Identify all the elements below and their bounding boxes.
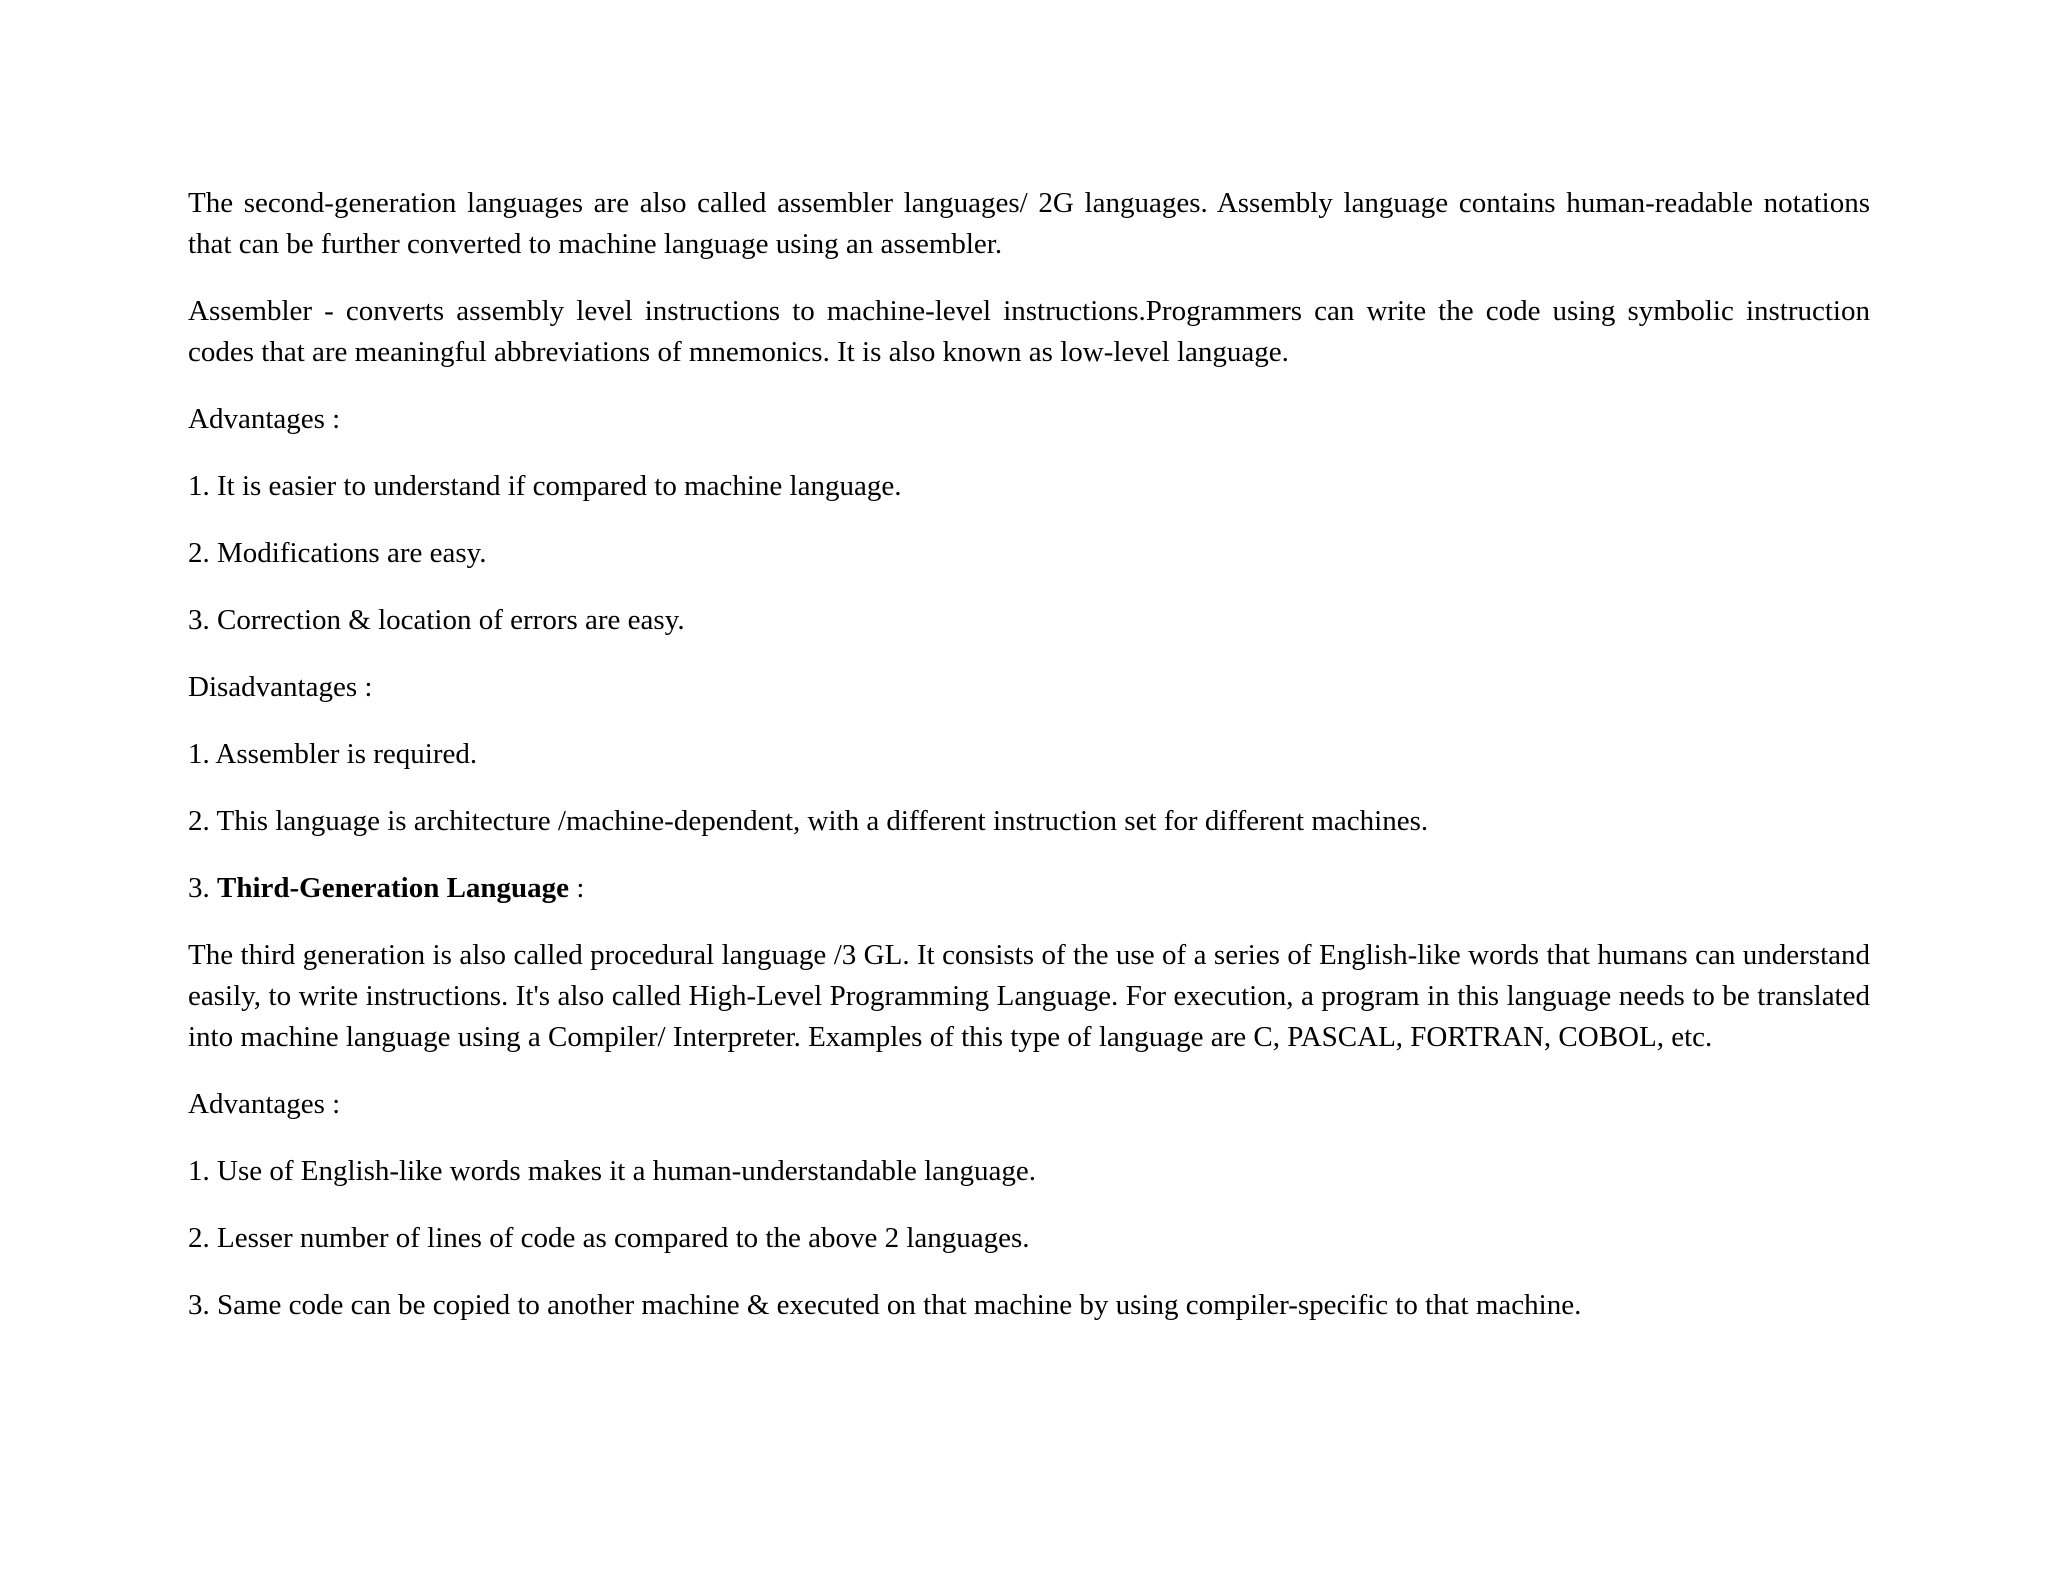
list-item: 3. Same code can be copied to another machine & executed on that machine by using compiler-specific to that machine. — [188, 1289, 1582, 1321]
heading-number: 3. — [188, 872, 210, 904]
advantages-label-2gl: Advantages : — [188, 403, 341, 435]
list-item: 2. Lesser number of lines of code as compared to the above 2 languages. — [188, 1222, 1030, 1254]
list-item: 1. It is easier to understand if compared to machine language. — [188, 470, 902, 502]
paragraph-2gl-intro: The second-generation languages are also called assembler languages/ 2G languages. Assembly language contains human-readable notations that can be further converted to machine language using an assembler. — [188, 187, 1870, 260]
paragraph-3gl-intro: The third generation is also called procedural language /3 GL. It consists of the use of a series of English-like words that humans can understand easily, to write instructions. It's also called High-Level Programming Language. For execution, a program in this language needs to be translated into machine language using a Compiler/ Interpreter. Examples of this type of language are C, PASCAL, FORTRAN, COBOL, etc. — [188, 939, 1870, 1053]
heading-suffix: : — [576, 872, 585, 904]
list-item: 3. Correction & location of errors are easy. — [188, 604, 685, 636]
disadvantages-label-2gl: Disadvantages : — [188, 671, 373, 703]
list-item: 1. Use of English-like words makes it a human-understandable language. — [188, 1155, 1037, 1187]
advantages-label-3gl: Advantages : — [188, 1088, 341, 1120]
list-item: 2. This language is architecture /machine-dependent, with a different instruction set for different machines. — [188, 805, 1429, 837]
document-page — [188, 183, 1870, 1352]
heading-title: Third-Generation Language — [217, 872, 570, 904]
section-heading-3gl — [188, 868, 1870, 909]
list-item: 1. Assembler is required. — [188, 738, 478, 770]
paragraph-assembler: Assembler - converts assembly level instructions to machine-level instructions.Programmers can write the code using symbolic instruction codes that are meaningful abbreviations of mnemonics. It is also known as low-level language. — [188, 295, 1870, 368]
list-item: 2. Modifications are easy. — [188, 537, 487, 569]
